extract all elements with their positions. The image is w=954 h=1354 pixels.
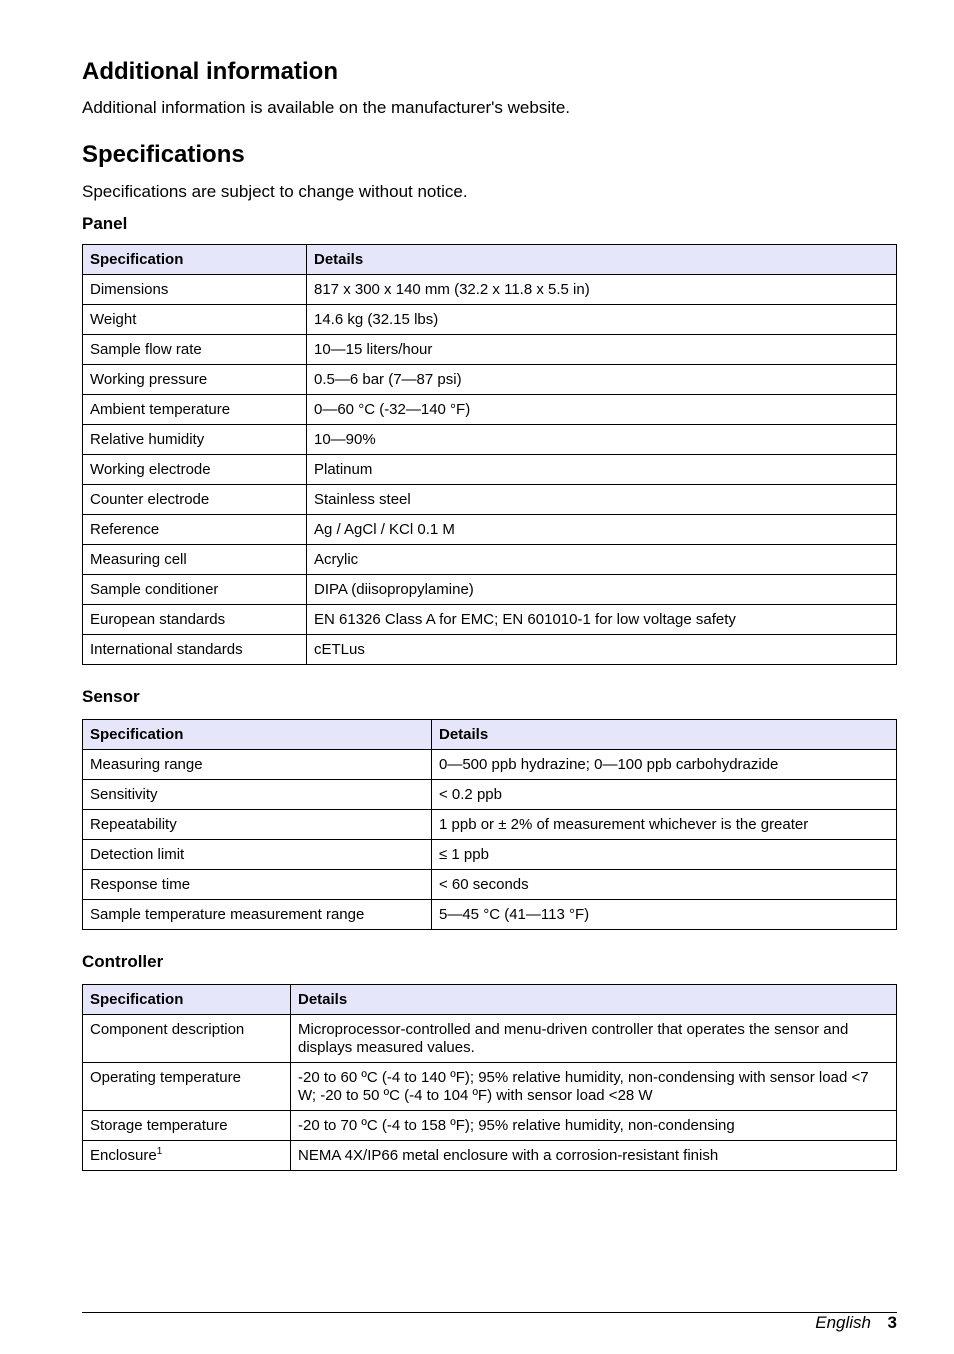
details-cell [307,545,897,575]
specification-label: Component description [90,1021,245,1038]
table-row [83,900,897,930]
details-value: 1 ppb or ± 2% of measurement whichever is the greater [439,816,809,833]
details-cell [307,575,897,605]
specification-label: Ambient temperature [90,401,231,418]
details-value: Ag / AgCl / KCl 0.1 M [314,521,455,538]
controller-heading: Controller [82,952,164,971]
details-cell [432,870,897,900]
specification-label: Sample temperature measurement range [90,906,365,923]
specification-label: Storage temperature [90,1117,228,1134]
specification-cell [83,575,307,605]
specifications-text: Specifications are subject to change without notice. [82,182,468,201]
specification-cell [83,305,307,335]
table-row [83,545,897,575]
table-row [83,335,897,365]
table-row [83,515,897,545]
specification-cell [83,1015,291,1063]
specification-label: Sample conditioner [90,581,219,598]
specification-label: Sample flow rate [90,341,202,358]
table-row [83,575,897,605]
table-row [83,1111,897,1141]
details-cell [307,365,897,395]
specification-cell [83,605,307,635]
details-value: 817 x 300 x 140 mm (32.2 x 11.8 x 5.5 in) [314,281,590,298]
specification-cell [83,485,307,515]
details-value: Microprocessor-controlled and menu-driven controller that operates the sensor and displays measured values. [298,1021,849,1056]
table-header-row [83,985,897,1015]
details-value: 0—60 °C (-32—140 °F) [314,401,471,418]
column-header: Specification [83,985,291,1015]
specification-label: Detection limit [90,846,185,863]
specification-label: Response time [90,876,191,893]
details-cell [291,1015,897,1063]
details-cell [432,780,897,810]
table-row [83,840,897,870]
details-value: DIPA (diisopropylamine) [314,581,474,598]
details-cell [307,275,897,305]
details-value: Acrylic [314,551,359,568]
details-value: EN 61326 Class A for EMC; EN 601010-1 for low voltage safety [314,611,736,628]
table-row [83,605,897,635]
details-cell [432,750,897,780]
specification-cell [83,1063,291,1111]
details-value: < 0.2 ppb [439,786,502,803]
column-header: Details [432,720,897,750]
table-row [83,455,897,485]
details-cell [307,305,897,335]
column-header: Details [307,245,897,275]
details-value: 10—15 liters/hour [314,341,433,358]
specification-cell [83,1141,291,1171]
details-cell [307,335,897,365]
specification-label: Dimensions [90,281,169,298]
details-value: 0—500 ppb hydrazine; 0—100 ppb carbohydrazide [439,756,779,773]
specification-cell [83,275,307,305]
table-row [83,810,897,840]
table-header-row [83,720,897,750]
details-value: 0.5—6 bar (7—87 psi) [314,371,462,388]
specification-label: Repeatability [90,816,177,833]
column-header: Specification [83,245,307,275]
controller-table [82,984,897,1171]
specification-cell [83,870,432,900]
table-row [83,395,897,425]
details-value: ≤ 1 ppb [439,846,489,863]
details-cell [432,810,897,840]
specification-cell [83,425,307,455]
specification-cell [83,455,307,485]
details-value: -20 to 70 ºC (-4 to 158 ºF); 95% relative humidity, non-condensing [298,1117,735,1134]
footer-language: English [815,1313,871,1332]
table-row [83,365,897,395]
specification-label: Sensitivity [90,786,158,803]
details-value: -20 to 60 ºC (-4 to 140 ºF); 95% relative humidity, non-condensing with sensor load <7 W; -20 to 50 ºC (-4 to 104 ºF) with sensor load <28 W [298,1069,869,1104]
specification-label: Measuring cell [90,551,187,568]
specification-cell [83,810,432,840]
page-content [82,55,897,1171]
details-value: 5—45 °C (41—113 °F) [439,906,590,923]
sensor-heading: Sensor [82,687,140,706]
additional-information-text: Additional information is available on the manufacturer's website. [82,98,571,117]
sensor-table [82,719,897,930]
additional-information-heading: Additional information [82,58,338,85]
specification-label: International standards [90,641,243,658]
table-row [83,1063,897,1111]
specification-label: Measuring range [90,756,203,773]
details-value: cETLus [314,641,365,658]
footnote-marker: 1 [156,1146,163,1157]
details-cell [307,605,897,635]
specification-cell [83,515,307,545]
table-row [83,870,897,900]
details-cell [291,1111,897,1141]
details-cell [432,900,897,930]
panel-table [82,244,897,665]
details-value: < 60 seconds [439,876,529,893]
specification-cell [83,635,307,665]
details-value: 14.6 kg (32.15 lbs) [314,311,439,328]
table-row [83,635,897,665]
page-number: 3 [887,1313,897,1332]
specification-cell [83,545,307,575]
details-cell [307,455,897,485]
specifications-heading: Specifications [82,141,245,168]
details-cell [307,425,897,455]
panel-heading: Panel [82,214,128,233]
details-value: 10—90% [314,431,376,448]
specification-cell [83,395,307,425]
specification-label: Relative humidity [90,431,205,448]
specification-cell [83,1111,291,1141]
specification-label: Weight [90,311,137,328]
specification-label: Enclosure [90,1147,157,1164]
details-cell [307,395,897,425]
specification-cell [83,335,307,365]
table-row [83,1015,897,1063]
table-row [83,750,897,780]
details-cell [432,840,897,870]
details-cell [307,485,897,515]
specification-cell [83,840,432,870]
details-cell [307,515,897,545]
column-header: Details [291,985,897,1015]
table-row [83,305,897,335]
details-value: NEMA 4X/IP66 metal enclosure with a corrosion-resistant finish [298,1147,719,1164]
specification-cell [83,750,432,780]
details-value: Stainless steel [314,491,411,508]
specification-label: Operating temperature [90,1069,241,1086]
specification-cell [83,780,432,810]
specification-label: Working pressure [90,371,208,388]
details-cell [291,1063,897,1111]
specification-cell [83,900,432,930]
table-row [83,780,897,810]
specification-label: Reference [90,521,160,538]
details-cell [291,1141,897,1171]
table-row [83,425,897,455]
table-row [83,275,897,305]
page-footer [82,1312,897,1343]
specification-label: European standards [90,611,226,628]
specification-label: Working electrode [90,461,211,478]
table-header-row [83,245,897,275]
details-cell [307,635,897,665]
table-row [83,1141,897,1171]
table-row [83,485,897,515]
specification-cell [83,365,307,395]
details-value: Platinum [314,461,373,478]
column-header: Specification [83,720,432,750]
specification-label: Counter electrode [90,491,210,508]
